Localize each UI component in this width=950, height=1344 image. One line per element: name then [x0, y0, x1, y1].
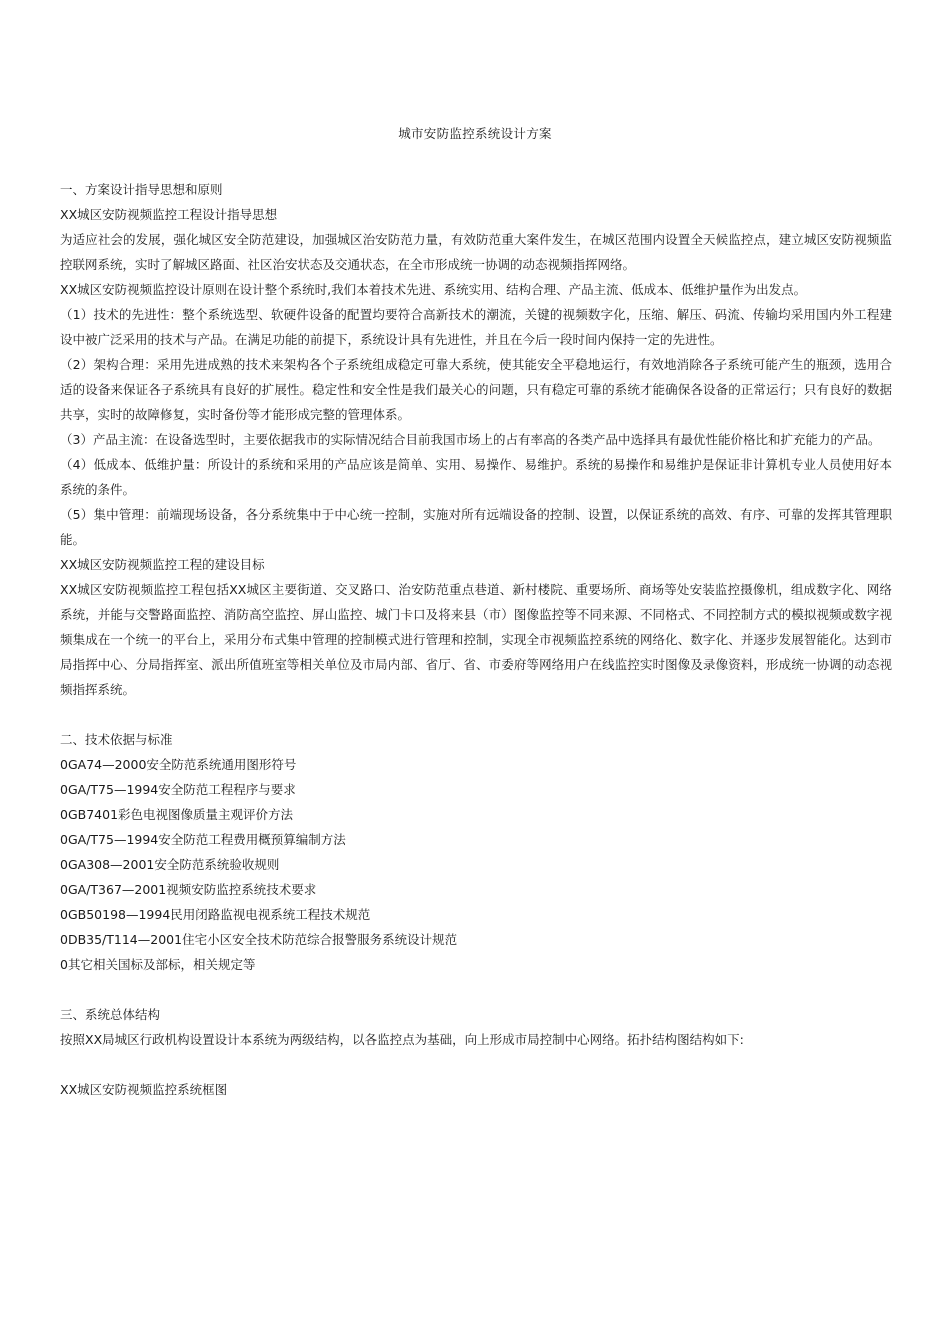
standard-item: 0GA74—2000安全防范系统通用图形符号 [60, 757, 297, 772]
subheading-design-guideline: XX城区安防视频监控工程设计指导思想 [60, 207, 278, 222]
paragraph-design-principles: XX城区安防视频监控设计原则在设计整个系统时,我们本着技术先进、系统实用、结构合理、产品主流、低成本、低维护量作为出发点。 [60, 282, 807, 297]
paragraph-principle-4: （4）低成本、低维护量：所设计的系统和采用的产品应该是简单、实用、易操作、易维护。系统的易操作和易维护是保证非计算机专业人员使用好本系统的条件。 [60, 457, 892, 497]
standard-item: 0其它相关国标及部标，相关规定等 [60, 957, 256, 972]
paragraph-principle-2: （2）架构合理：采用先进成熟的技术来架构各个子系统组成稳定可靠大系统，使其能安全平稳地运行，有效地消除各子系统可能产生的瓶颈，选用合适的设备来保证各子系统具有良好的扩展性。稳定性和安全性是我们最关心的问题，只有稳定可靠的系统才能确保各设备的正常运行；只有良好的数据共享，实时的故障修复，实时备份等才能形成完整的管理体系。 [60, 357, 892, 422]
paragraph-principle-1: （1）技术的先进性：整个系统选型、软硬件设备的配置均要符合高新技术的潮流，关键的视频数字化，压缩、解压、码流、传输均采用国内外工程建设中被广泛采用的技术与产品。在满足功能的前提下，系统设计具有先进性，并且在今后一段时间内保持一定的先进性。 [60, 307, 892, 347]
paragraph-principle-3: （3）产品主流：在设备选型时，主要依据我市的实际情况结合目前我国市场上的占有率高的各类产品中选择具有最优性能价格比和扩充能力的产品。 [60, 432, 881, 447]
paragraph-construction-goal: XX城区安防视频监控工程包括XX城区主要街道、交叉路口、治安防范重点巷道、新村楼院、重要场所、商场等处安装监控摄像机，组成数字化、网络系统，并能与交警路面监控、消防高空监控、屏山监控、城门卡口及将来县（市）图像监控等不同来源、不同格式、不同控制方式的模拟视频或数字视频集成在一个统一的平台上，采用分布式集中管理的控制模式进行管理和控制，实现全市视频监控系统的网络化、数字化、并逐步发展智能化。达到市局指挥中心、分局指挥室、派出所值班室等相关单位及市局内部、省厅、省、市委府等网络用户在线监控实时图像及录像资料，形成统一协调的动态视频指挥系统。 [60, 582, 892, 697]
standard-item: 0GA/T75—1994安全防范工程程序与要求 [60, 782, 296, 797]
spacer [60, 702, 892, 727]
section-heading-3: 三、系统总体结构 [60, 1007, 161, 1022]
spacer [60, 977, 892, 1002]
document-body [60, 177, 892, 1102]
standard-item: 0DB35/T114—2001住宅小区安全技术防范综合报警服务系统设计规范 [60, 932, 458, 947]
paragraph-principle-5: （5）集中管理：前端现场设备，各分系统集中于中心统一控制，实施对所有远端设备的控制、设置，以保证系统的高效、有序、可靠的发挥其管理职能。 [60, 507, 892, 547]
section-heading-2: 二、技术依据与标准 [60, 732, 173, 747]
spacer [60, 1052, 892, 1077]
standard-item: 0GB7401彩色电视图像质量主观评价方法 [60, 807, 294, 822]
section-heading-1: 一、方案设计指导思想和原则 [60, 182, 223, 197]
standard-item: 0GA/T75—1994安全防范工程费用概预算编制方法 [60, 832, 346, 847]
subheading-construction-goal: XX城区安防视频监控工程的建设目标 [60, 557, 265, 572]
standard-item: 0GA308—2001安全防范系统验收规则 [60, 857, 280, 872]
standard-item: 0GA/T367—2001视频安防监控系统技术要求 [60, 882, 317, 897]
standard-item: 0GB50198—1994民用闭路监视电视系统工程技术规范 [60, 907, 371, 922]
diagram-caption: XX城区安防视频监控系统框图 [60, 1082, 228, 1097]
paragraph-system-structure: 按照XX局城区行政机构设置设计本系统为两级结构，以各监控点为基础，向上形成市局控制中心网络。拓扑结构图结构如下: [60, 1032, 744, 1047]
paragraph-purpose: 为适应社会的发展，强化城区安全防范建设，加强城区治安防范力量，有效防范重大案件发生，在城区范围内设置全天候监控点，建立城区安防视频监控联网系统，实时了解城区路面、社区治安状态及交通状态，在全市形成统一协调的动态视频指挥网络。 [60, 232, 892, 272]
document-title: 城市安防监控系统设计方案 [398, 126, 552, 141]
